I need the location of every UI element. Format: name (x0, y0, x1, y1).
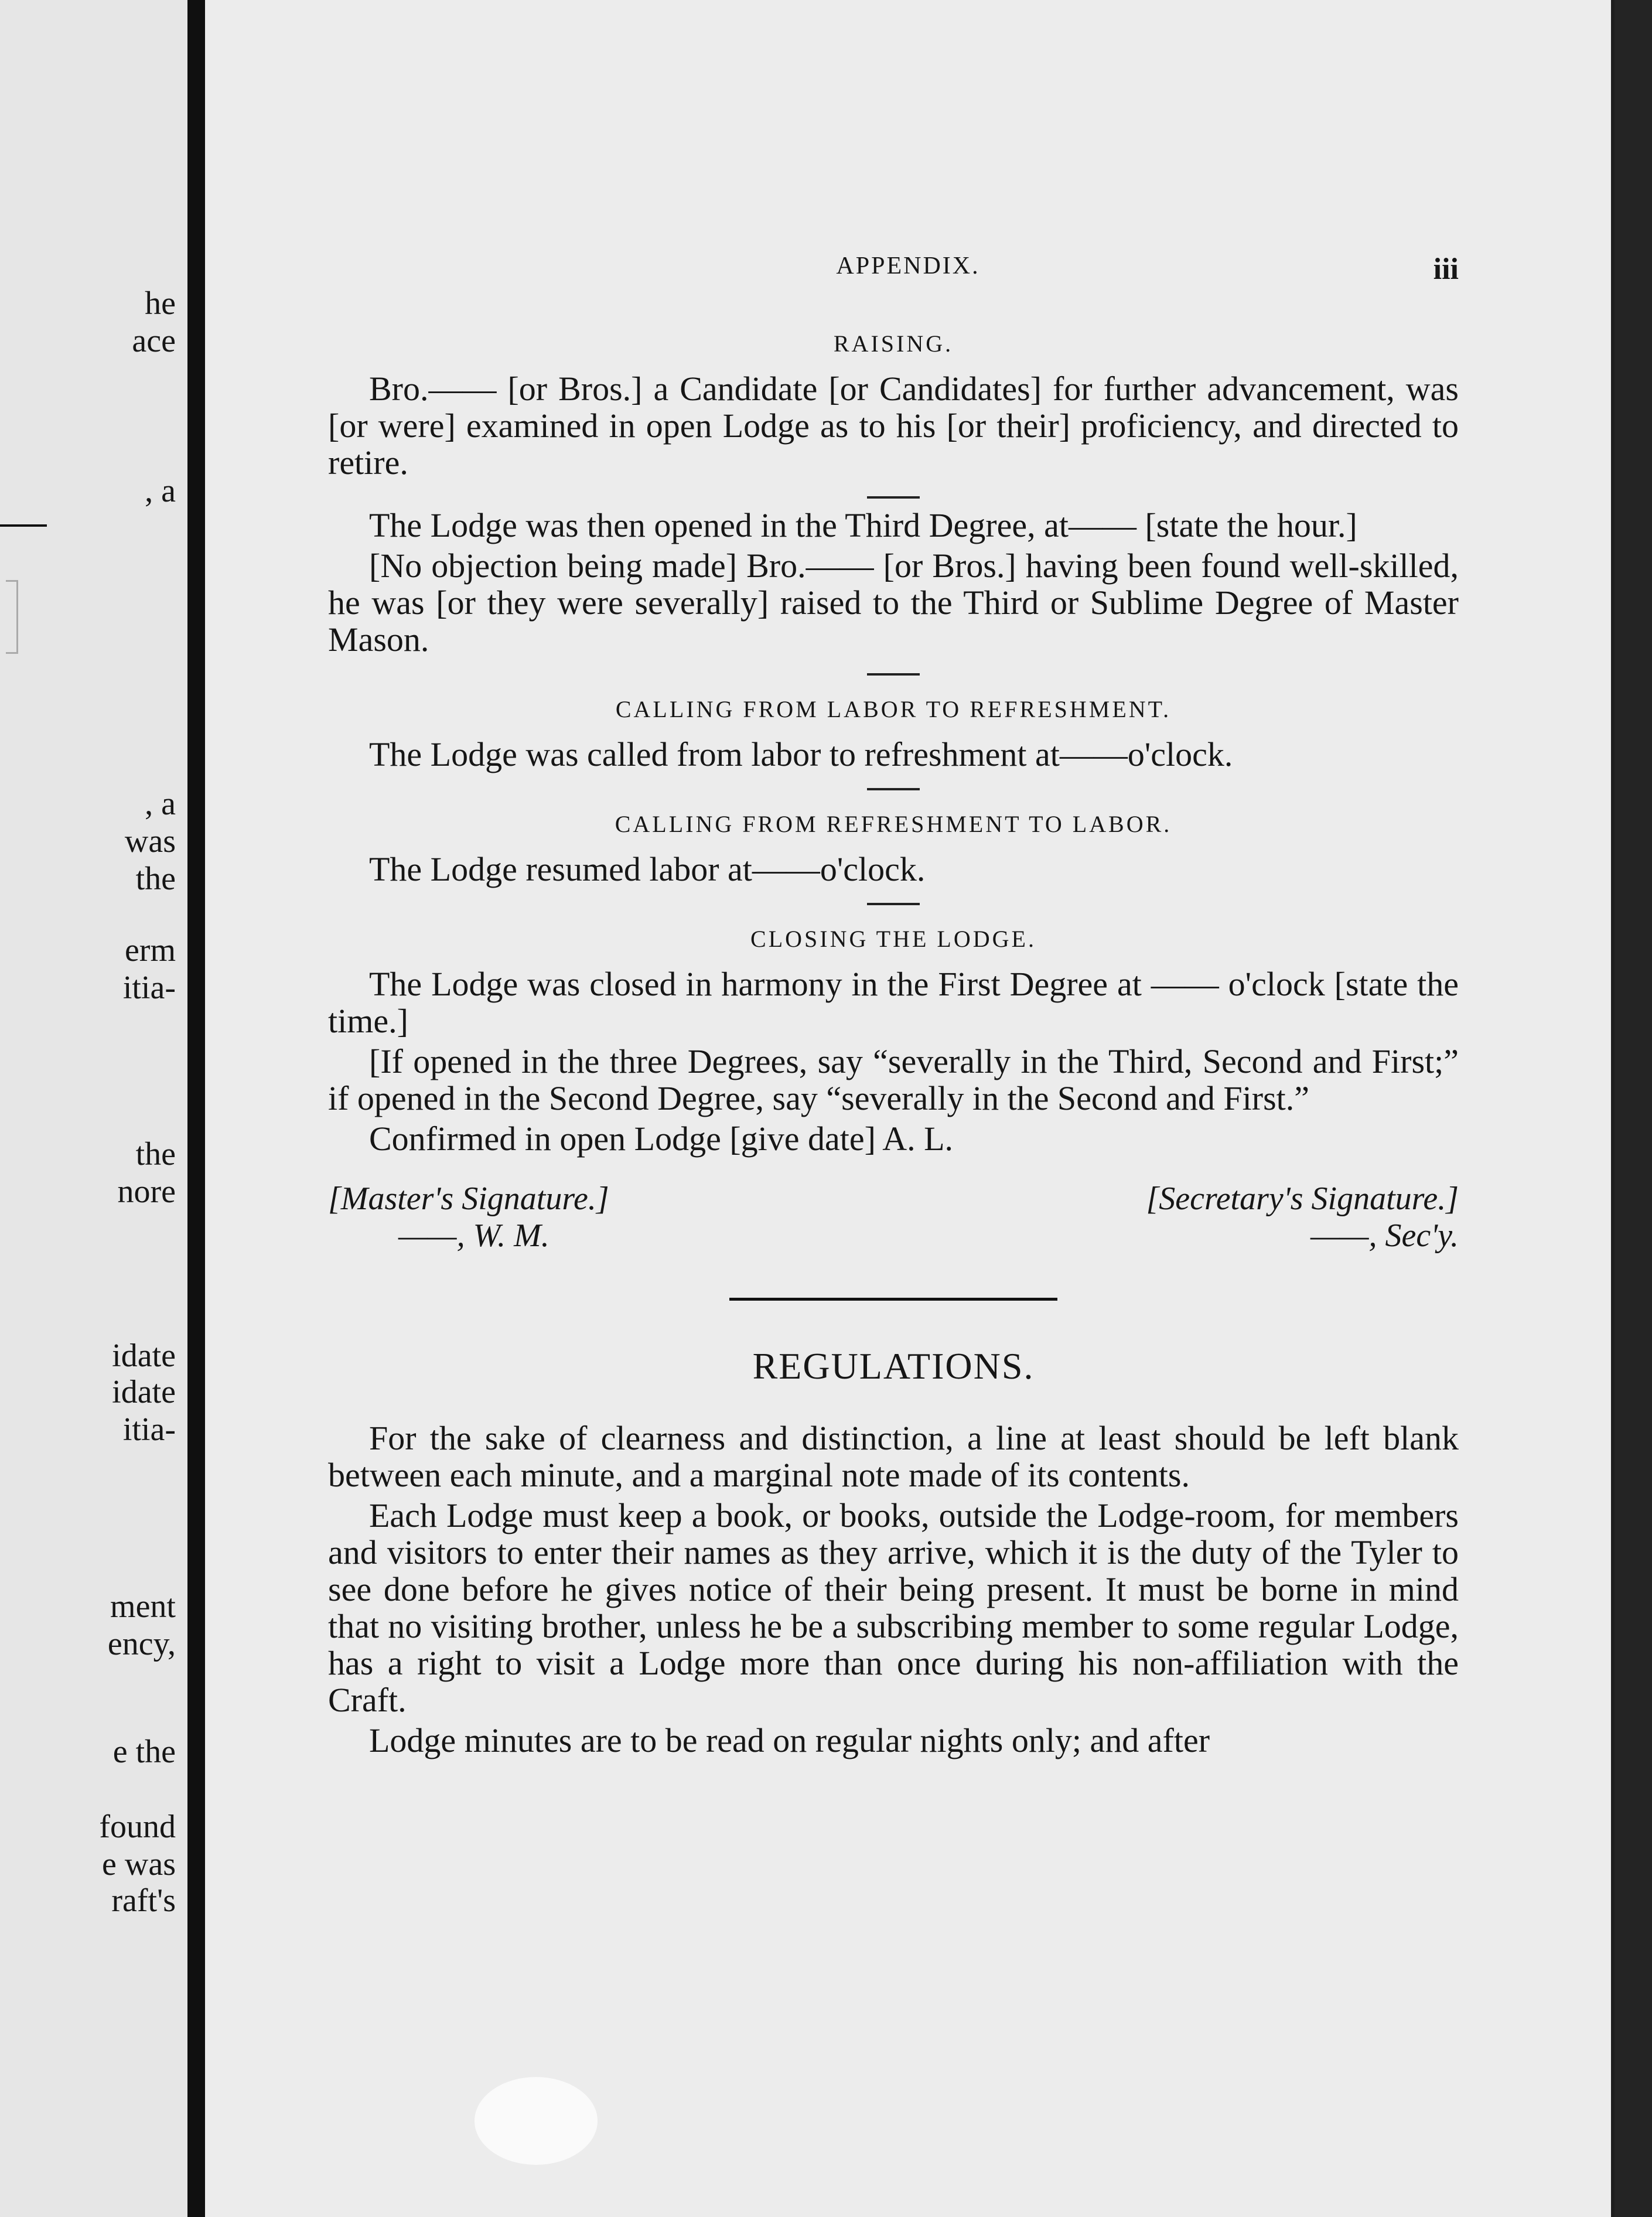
secretary-signature-line: ——, Sec'y. (1310, 1217, 1459, 1254)
secretary-signature-label: [Secretary's Signature.] (1146, 1181, 1459, 1217)
heading-calling-to-refreshment: CALLING FROM LABOR TO REFRESHMENT. (615, 696, 1172, 722)
section-divider (867, 903, 920, 905)
left-page-fragment: idate (112, 1338, 176, 1374)
master-signature-line: ——, W. M. (398, 1217, 549, 1254)
paper-smudge (475, 2077, 598, 2165)
regulations-title: REGULATIONS. (752, 1345, 1035, 1387)
left-page-fragment: idate (112, 1374, 176, 1410)
left-page-fragment: itia- (122, 1411, 176, 1448)
left-page-fragment: ency, (107, 1626, 176, 1662)
page-header (205, 252, 1611, 299)
regulations-paragraph-1: For the sake of clearness and distinction, a line at least should be left blank between each minute, and a marginal note made of its contents. (328, 1419, 1459, 1494)
left-page-fragment: nore (117, 1174, 176, 1210)
heading-closing-lodge: CLOSING THE LODGE. (750, 926, 1036, 952)
left-page-fragment: , a (145, 473, 176, 509)
regulations-divider (729, 1298, 1057, 1301)
left-facing-page (0, 0, 187, 2217)
raising-paragraph-2: The Lodge was then opened in the Third Degree, at—— [state the hour.] (369, 506, 1357, 544)
left-page-fragment: the (135, 1136, 176, 1172)
left-page-fragment: erm (124, 932, 176, 968)
left-page-fragment: he (145, 285, 176, 322)
left-page-rule (0, 524, 47, 527)
raising-paragraph-3: [No objection being made] Bro.—— [or Bros.] having been found well-skilled, he was [or they were severally] raised to the Third or Sublime Degree of Master Mason. (328, 547, 1459, 659)
left-page-fragment: ace (132, 323, 176, 359)
refreshment-paragraph: The Lodge was called from labor to refreshment at——o'clock. (369, 735, 1233, 773)
book-gutter (187, 0, 205, 2217)
heading-calling-to-labor: CALLING FROM REFRESHMENT TO LABOR. (615, 811, 1172, 837)
closing-paragraph-2: [If opened in the three Degrees, say “severally in the Third, Second and First;” if opened in the Second Degree, say “severally in the Second and First.” (328, 1042, 1459, 1117)
master-signature-label: [Master's Signature.] (328, 1181, 609, 1217)
heading-raising: RAISING. (833, 330, 954, 357)
page-edge-shadow (1615, 0, 1652, 2217)
left-page-fragment: was (124, 823, 176, 859)
left-page-fragment: e the (112, 1734, 176, 1770)
master-signature (328, 1181, 609, 1254)
running-title: APPENDIX. (836, 253, 980, 279)
left-page-fragment: e was (102, 1846, 176, 1882)
left-page-fragment: raft's (111, 1882, 176, 1919)
left-page-bracket (6, 580, 18, 654)
labor-paragraph: The Lodge resumed labor at——o'clock. (369, 850, 926, 888)
regulations-paragraph-2: Each Lodge must keep a book, or books, outside the Lodge-room, for members and visitors to enter their names as they arrive, which it is the duty of the Tyler to see done before he gives notice of their being present. It must be borne in mind that no visiting brother, unless he be a subscribing member to some regular Lodge, has a right to visit a Lodge more than once during his non-affiliation with the Craft. (328, 1496, 1459, 1719)
regulations-paragraph-3: Lodge minutes are to be read on regular nights only; and after (369, 1721, 1210, 1759)
appendix-page (205, 0, 1615, 2217)
left-page-fragment: itia- (122, 970, 176, 1006)
secretary-signature (1146, 1181, 1459, 1254)
signature-block (328, 1181, 1459, 1268)
closing-paragraph-1: The Lodge was closed in harmony in the First Degree at —— o'clock [state the time.] (328, 965, 1459, 1040)
closing-paragraph-3: Confirmed in open Lodge [give date] A. L. (369, 1120, 954, 1158)
left-page-fragment: , a (145, 786, 176, 822)
raising-paragraph-1: Bro.—— [or Bros.] a Candidate [or Candidates] for further advancement, was [or were] examined in open Lodge as to his [or their] proficiency, and directed to retire. (328, 370, 1459, 482)
left-page-fragment: ment (110, 1588, 176, 1625)
left-page-fragment: the (135, 861, 176, 897)
section-divider (867, 788, 920, 790)
section-divider (867, 673, 920, 676)
page-number: iii (1433, 253, 1459, 286)
page-body (328, 325, 1459, 1762)
section-divider (867, 496, 920, 499)
left-page-fragment: found (99, 1809, 176, 1845)
